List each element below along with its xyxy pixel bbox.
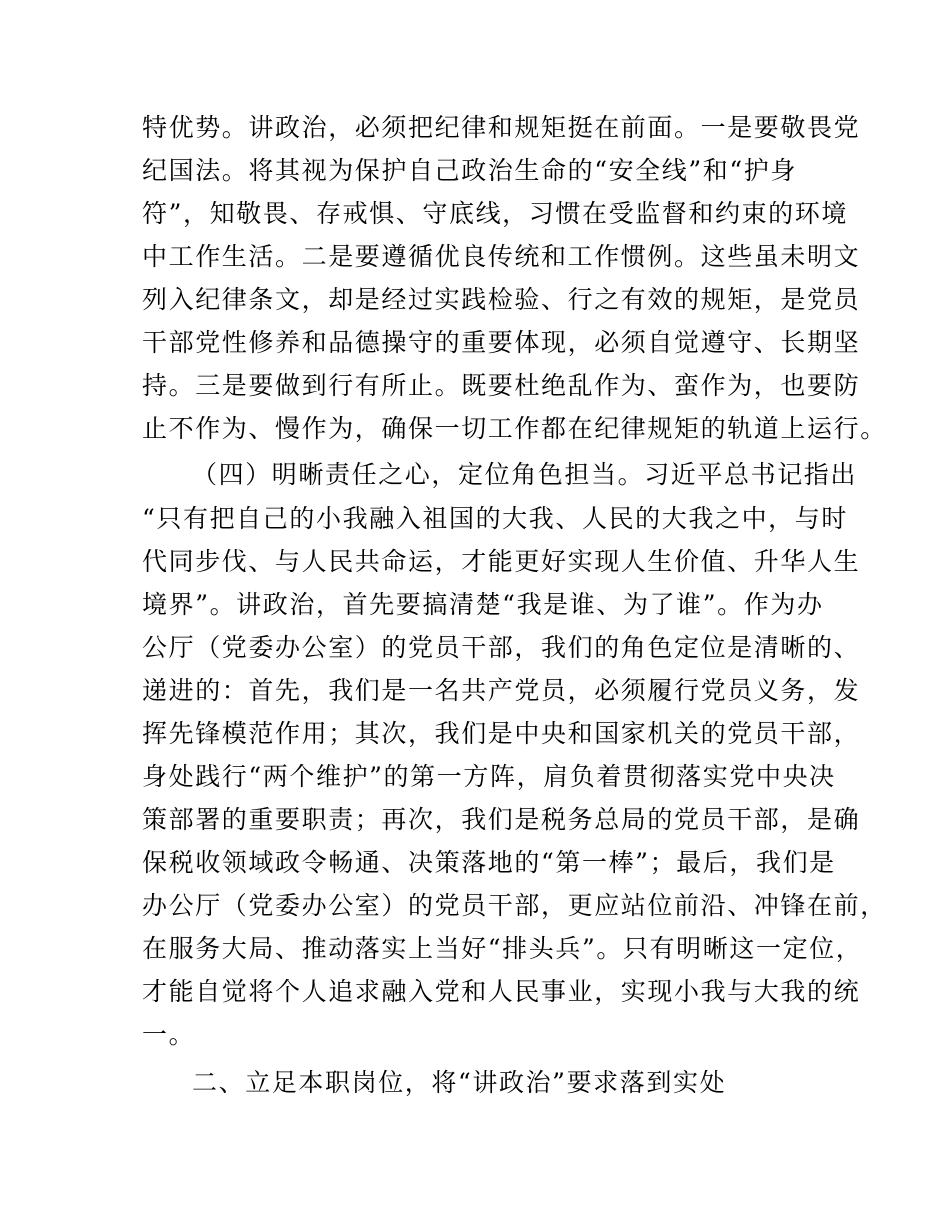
text-line: 纪国法。将其视为保护自己政治生命的“安全线”和“护身	[142, 156, 797, 185]
section-heading-line: （四）明晰责任之心，定位角色担当。习近平总书记指出	[192, 460, 858, 489]
text-line: 策部署的重要职责；再次，我们是税务总局的党员干部，是确	[142, 805, 861, 834]
text-line: 中工作生活。二是要遵循优良传统和工作惯例。这些虽未明文	[142, 242, 861, 271]
text-line: 递进的：首先，我们是一名共产党员，必须履行党员义务，发	[142, 676, 861, 705]
text-line: 公厅（党委办公室）的党员干部，我们的角色定位是清晰的、	[142, 633, 861, 662]
text-line: 干部党性修养和品德操守的重要体现，必须自觉遵守、长期坚	[142, 328, 861, 357]
text-line: 挥先锋模范作用；其次，我们是中央和国家机关的党员干部，	[142, 719, 861, 748]
text-line: 办公厅（党委办公室）的党员干部，更应站位前沿、冲锋在前，	[142, 891, 887, 920]
text-line: 才能自觉将个人追求融入党和人民事业，实现小我与大我的统	[142, 977, 861, 1006]
text-line: 符”，知敬畏、存戒惧、守底线，习惯在受监督和约束的环境	[142, 199, 848, 228]
chapter-heading-line: 二、立足本职岗位，将“讲政治”要求落到实处	[192, 1068, 727, 1097]
text-line: 保税收领域政令畅通、决策落地的“第一棒”；最后，我们是	[142, 848, 836, 877]
text-line: 一。	[142, 1020, 196, 1049]
text-line: 身处践行“两个维护”的第一方阵，肩负着贯彻落实党中央决	[142, 762, 836, 791]
text-line: 在服务大局、推动落实上当好“排头兵”。只有明晰这一定位，	[142, 934, 863, 963]
text-line: 持。三是要做到行有所止。既要杜绝乱作为、蛮作为，也要防	[142, 371, 861, 400]
text-line: “只有把自己的小我融入祖国的大我、人民的大我之中，与时	[142, 504, 848, 533]
text-line: 列入纪律条文，却是经过实践检验、行之有效的规矩，是党员	[142, 285, 861, 314]
text-line: 代同步伐、与人民共命运，才能更好实现人生价值、升华人生	[142, 547, 861, 576]
text-line: 境界”。讲政治，首先要搞清楚“我是谁、为了谁”。作为办	[142, 590, 824, 619]
text-line: 特优势。讲政治，必须把纪律和规矩挺在前面。一是要敬畏党	[142, 113, 861, 142]
text-line: 止不作为、慢作为，确保一切工作都在纪律规矩的轨道上运行。	[142, 414, 887, 443]
